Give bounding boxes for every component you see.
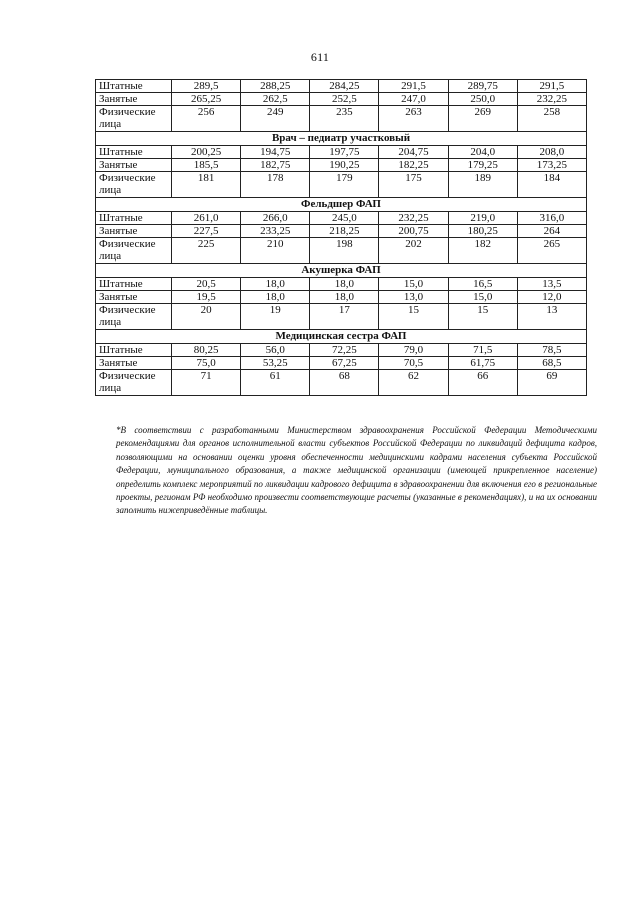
- table-cell: 19: [241, 304, 310, 330]
- table-cell: 233,25: [241, 225, 310, 238]
- table-cell: 210: [241, 238, 310, 264]
- row-label: Физические лица: [96, 238, 172, 264]
- table-row: [96, 304, 587, 330]
- table-row: [96, 80, 587, 93]
- table-cell: 184: [517, 172, 586, 198]
- table-cell: 316,0: [517, 212, 586, 225]
- table-cell: 17: [310, 304, 379, 330]
- row-label: Занятые: [96, 225, 172, 238]
- staffing-table-body: [96, 80, 587, 396]
- table-cell: 197,75: [310, 146, 379, 159]
- table-cell: 18,0: [310, 291, 379, 304]
- table-cell: 69: [517, 370, 586, 396]
- table-cell: 18,0: [241, 291, 310, 304]
- table-cell: 20,5: [172, 278, 241, 291]
- table-cell: 20: [172, 304, 241, 330]
- table-cell: 62: [379, 370, 448, 396]
- table-cell: 258: [517, 106, 586, 132]
- table-cell: 202: [379, 238, 448, 264]
- table-cell: 219,0: [448, 212, 517, 225]
- table-cell: 71: [172, 370, 241, 396]
- table-cell: 15,0: [379, 278, 448, 291]
- table-cell: 232,25: [517, 93, 586, 106]
- table-cell: 15,0: [448, 291, 517, 304]
- table-cell: 256: [172, 106, 241, 132]
- table-cell: 190,25: [310, 159, 379, 172]
- section-header-row: [96, 264, 587, 278]
- section-title: Акушерка ФАП: [96, 264, 587, 278]
- table-cell: 178: [241, 172, 310, 198]
- table-row: [96, 291, 587, 304]
- section-title: Врач – педиатр участковый: [96, 132, 587, 146]
- table-cell: 61: [241, 370, 310, 396]
- table-cell: 181: [172, 172, 241, 198]
- table-row: [96, 370, 587, 396]
- table-cell: 250,0: [448, 93, 517, 106]
- table-cell: 269: [448, 106, 517, 132]
- section-header-row: [96, 198, 587, 212]
- table-row: [96, 357, 587, 370]
- page-number: 611: [310, 50, 330, 64]
- table-cell: 182,75: [241, 159, 310, 172]
- table-cell: 235: [310, 106, 379, 132]
- table-cell: 284,25: [310, 80, 379, 93]
- table-cell: 173,25: [517, 159, 586, 172]
- row-label: Штатные: [96, 344, 172, 357]
- table-cell: 261,0: [172, 212, 241, 225]
- table-cell: 71,5: [448, 344, 517, 357]
- table-cell: 189: [448, 172, 517, 198]
- table-cell: 262,5: [241, 93, 310, 106]
- table-cell: 61,75: [448, 357, 517, 370]
- table-cell: 56,0: [241, 344, 310, 357]
- table-cell: 80,25: [172, 344, 241, 357]
- table-cell: 13,0: [379, 291, 448, 304]
- table-cell: 291,5: [517, 80, 586, 93]
- table-cell: 18,0: [241, 278, 310, 291]
- row-label: Штатные: [96, 212, 172, 225]
- table-cell: 265,25: [172, 93, 241, 106]
- table-cell: 67,25: [310, 357, 379, 370]
- table-cell: 16,5: [448, 278, 517, 291]
- table-row: [96, 93, 587, 106]
- table-cell: 204,0: [448, 146, 517, 159]
- row-label: Занятые: [96, 93, 172, 106]
- staffing-table: [95, 79, 587, 396]
- table-cell: 79,0: [379, 344, 448, 357]
- table-cell: 264: [517, 225, 586, 238]
- table-cell: 198: [310, 238, 379, 264]
- table-cell: 289,75: [448, 80, 517, 93]
- section-title: Фельдшер ФАП: [96, 198, 587, 212]
- table-row: [96, 238, 587, 264]
- table-cell: 289,5: [172, 80, 241, 93]
- table-cell: 19,5: [172, 291, 241, 304]
- table-cell: 225: [172, 238, 241, 264]
- table-cell: 179: [310, 172, 379, 198]
- table-row: [96, 172, 587, 198]
- table-cell: 66: [448, 370, 517, 396]
- table-row: [96, 212, 587, 225]
- table-cell: 208,0: [517, 146, 586, 159]
- row-label: Занятые: [96, 159, 172, 172]
- section-header-row: [96, 132, 587, 146]
- table-cell: 265: [517, 238, 586, 264]
- table-cell: 13,5: [517, 278, 586, 291]
- table-cell: 245,0: [310, 212, 379, 225]
- table-cell: 200,75: [379, 225, 448, 238]
- table-cell: 179,25: [448, 159, 517, 172]
- table-cell: 227,5: [172, 225, 241, 238]
- table-cell: 266,0: [241, 212, 310, 225]
- table-cell: 263: [379, 106, 448, 132]
- row-label: Занятые: [96, 357, 172, 370]
- section-header-row: [96, 330, 587, 344]
- section-title: Медицинская сестра ФАП: [96, 330, 587, 344]
- table-cell: 78,5: [517, 344, 586, 357]
- table-cell: 291,5: [379, 80, 448, 93]
- table-cell: 252,5: [310, 93, 379, 106]
- table-cell: 249: [241, 106, 310, 132]
- row-label: Штатные: [96, 80, 172, 93]
- table-row: [96, 225, 587, 238]
- table-cell: 185,5: [172, 159, 241, 172]
- row-label: Физические лица: [96, 304, 172, 330]
- table-cell: 194,75: [241, 146, 310, 159]
- table-cell: 13: [517, 304, 586, 330]
- row-label: Физические лица: [96, 370, 172, 396]
- footnote: *В соответствии с разработанными Министерством здравоохранения Российской Федерации Методическими рекомендациями для органов исполнительной власти субъектов Российской Федерации по ликвидаций дефицита кадров, позволяющими на основании оценки уровня обеспеченности медицинскими кадрами населения субъекта Российской Федерации, муниципального образования, а также медицинской организации (имеющей прикрепленное население) определить комплекс мероприятий по ликвидации кадрового дефицита в здравоохранении для включения его в региональные проекты, регионам РФ необходимо произвести соответствующие расчеты (указанные в рекомендациях), и на их основании заполнить нижеприведённые таблицы.: [116, 425, 597, 516]
- row-label: Физические лица: [96, 172, 172, 198]
- table-cell: 68,5: [517, 357, 586, 370]
- table-cell: 70,5: [379, 357, 448, 370]
- table-row: [96, 344, 587, 357]
- row-label: Штатные: [96, 278, 172, 291]
- table-cell: 75,0: [172, 357, 241, 370]
- table-cell: 182: [448, 238, 517, 264]
- table-cell: 288,25: [241, 80, 310, 93]
- table-cell: 232,25: [379, 212, 448, 225]
- table-cell: 12,0: [517, 291, 586, 304]
- table-cell: 182,25: [379, 159, 448, 172]
- table-cell: 218,25: [310, 225, 379, 238]
- table-cell: 15: [379, 304, 448, 330]
- table-cell: 53,25: [241, 357, 310, 370]
- table-row: [96, 159, 587, 172]
- table-cell: 204,75: [379, 146, 448, 159]
- table-cell: 18,0: [310, 278, 379, 291]
- table-row: [96, 146, 587, 159]
- table-cell: 247,0: [379, 93, 448, 106]
- table-cell: 68: [310, 370, 379, 396]
- table-cell: 175: [379, 172, 448, 198]
- table-cell: 72,25: [310, 344, 379, 357]
- table-cell: 200,25: [172, 146, 241, 159]
- row-label: Физические лица: [96, 106, 172, 132]
- table-cell: 15: [448, 304, 517, 330]
- table-cell: 180,25: [448, 225, 517, 238]
- table-row: [96, 106, 587, 132]
- row-label: Занятые: [96, 291, 172, 304]
- row-label: Штатные: [96, 146, 172, 159]
- table-row: [96, 278, 587, 291]
